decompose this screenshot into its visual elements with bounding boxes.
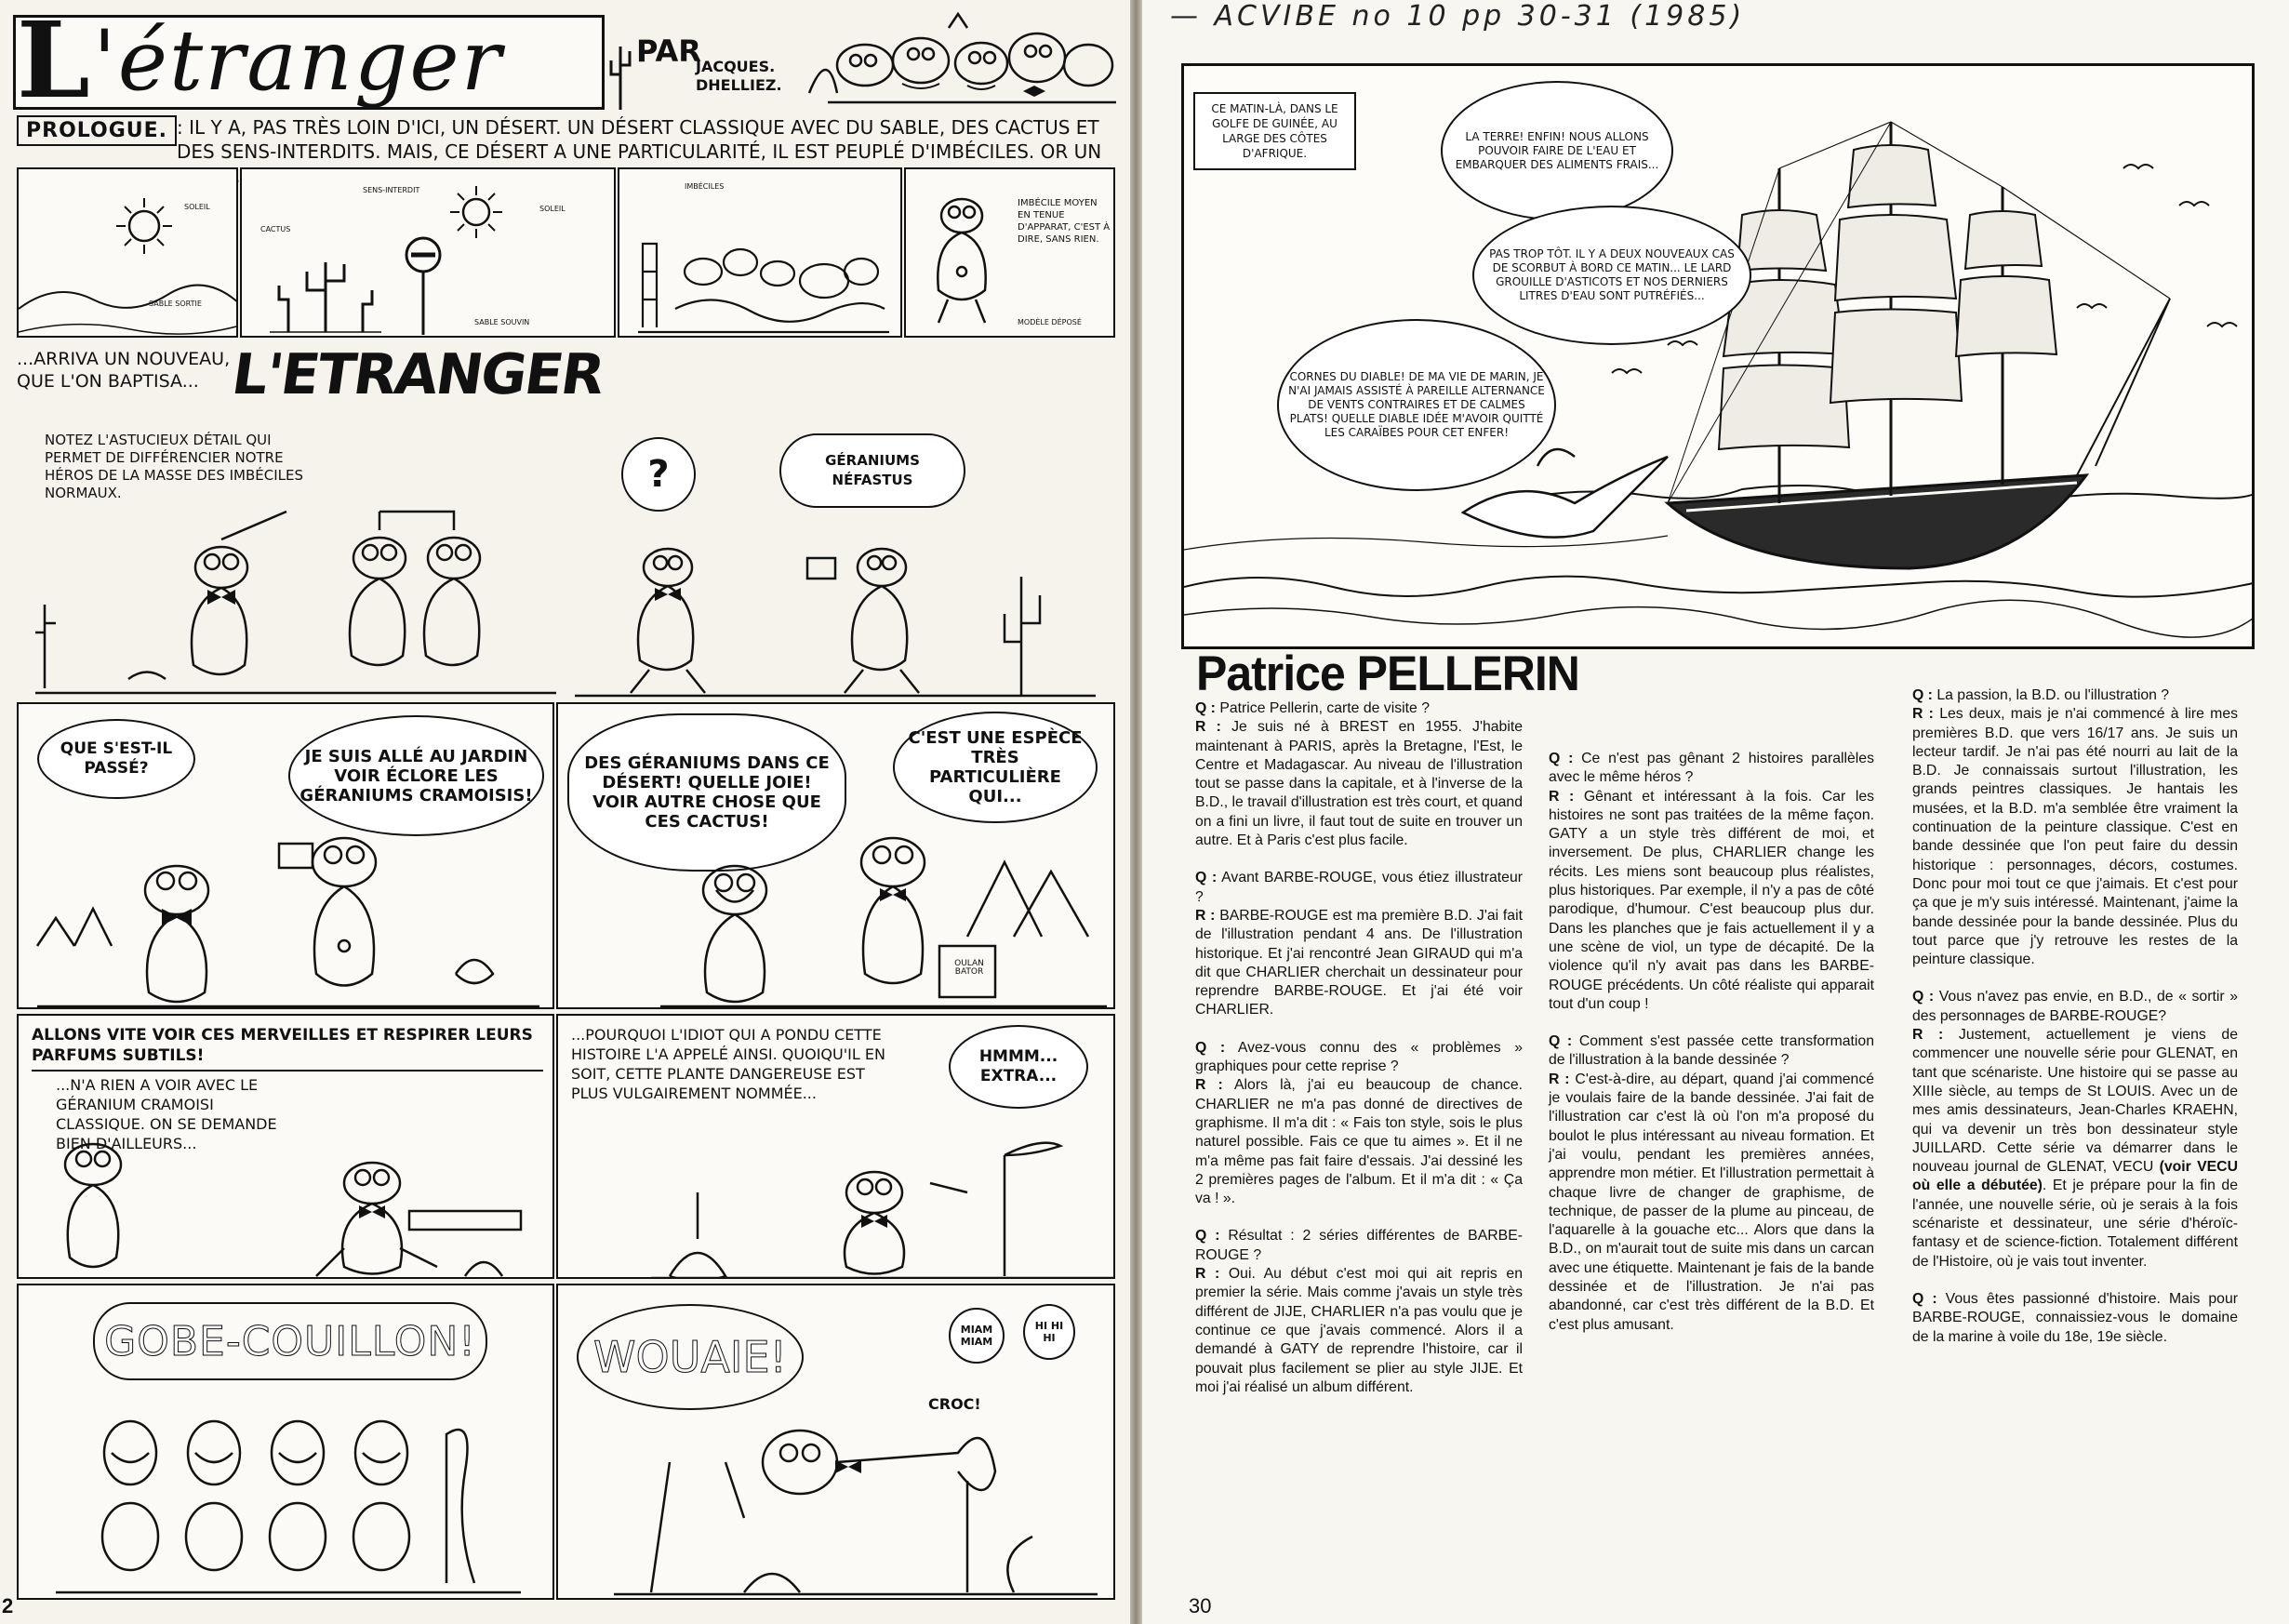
qa-6: Q : Comment s'est passée cette transformation de l'illustration à la bande dessinée ? R : C'est-à-dire, au départ, quand j'ai commencé je voulais faire de la bande dessinée. J'ai fait de l'illustration car c'est là où l'on m'a proposé du boulot le plus intéressant au niveau formation. Et j'ai voulu, pendant les premières années, apprendre mon métier. Et l'illustration permettait à chaque livre de changer de graphisme, de technique, de passer de la plume au pinceau, de l'aquarelle à la gouache etc... Alors que dans la B.D., on m'aurait tout de suite mis dans un carcan avec une étiquette. Maintenant je fais de la bande dessinée et de l'illustration. Je n'ai pas abandonné, car c'est très différent de la B.D. Et c'est plus amusant. xyxy=(1549,1033,1875,1333)
caption-pourquoi-idiot: ...POURQUOI L'IDIOT QUI A PONDU CETTE HISTOIRE L'A APPELÉ AINSI. QUOIQU'IL EN SOIT, CETTE PLANTE DANGEREUSE EST PLUS VULGAIREMENT NOMMÉE... xyxy=(571,1026,885,1102)
bubble-cornes-du-diable: CORNES DU DIABLE! DE MA VIE DE MARIN, JE N'AI JAMAIS ASSISTÉ À PAREILLE ALTERNANCE DE VENTS CONTRAIRES ET DE CALMES PLATS! QUELLE DIABLE IDÉE M'AVOIR QUITTÉ LES CARAÏBES POUR CET ENFER! xyxy=(1277,319,1556,491)
strip4-characters-right xyxy=(651,1137,1115,1279)
two-characters-drawing xyxy=(575,521,1096,698)
note-caption: NOTEZ L'ASTUCIEUX DÉTAIL QUI PERMET DE DIFFÉRENCIER NOTRE HÉROS DE LA MASSE DES IMBÉCILES NORMAUX. xyxy=(45,432,303,501)
bubble-special-species: C'EST UNE ESPÈCE TRÈS PARTICULIÈRE QUI... xyxy=(893,712,1098,823)
bubble-miam: MIAM MIAM xyxy=(949,1308,1005,1364)
byline-par: PAR xyxy=(636,33,701,69)
strip3-panel2 xyxy=(556,702,1115,1009)
cactus-drawing xyxy=(270,234,381,337)
strip3-panel1 xyxy=(17,702,554,1009)
illustration-caption: CE MATIN-LÀ, DANS LE GOLFE DE GUINÉE, AU LARGE DES CÔTES D'AFRIQUE. xyxy=(1193,92,1356,170)
bubble-scorbut: PAS TROP TÔT. IL Y A DEUX NOUVEAUX CAS DE SCORBUT À BORD CE MATIN... LE LARD GROUILLE D'ASTICOTS ET NOS DERNIERS LITRES D'EAU SONT PUTRÉFIÉS... xyxy=(1472,206,1751,345)
wouaie-shout: WOUAIE! xyxy=(577,1304,804,1410)
sun-drawing xyxy=(112,193,177,259)
no-entry-sign xyxy=(400,234,446,337)
label-soleil-1: SOLEIL xyxy=(184,203,210,211)
question-bubble: ? xyxy=(621,437,696,512)
right-page-interview xyxy=(1142,0,2289,1624)
title-initial: L xyxy=(17,0,90,122)
dunes-drawing xyxy=(19,272,238,337)
registered-model: MODÈLE DÉPOSÉ xyxy=(1018,318,1082,326)
bubble-geraniums-joy: DES GÉRANIUMS DANS CE DÉSERT! QUELLE JOIE! VOIR AUTRE CHOSE QUE CES CACTUS! xyxy=(567,713,846,872)
imbecile-character xyxy=(915,188,1008,327)
label-sable-1: SABLE SORTIE xyxy=(149,300,202,308)
crowd-drawing xyxy=(638,206,889,337)
strip5-laughing-crowd xyxy=(56,1397,521,1597)
bubble-garden: JE SUIS ALLÉ AU JARDIN VOIR ÉCLORE LES GÉRANIUMS CRAMOISIS! xyxy=(288,715,544,836)
strip1-panel1 xyxy=(17,167,238,338)
interview-column-2 xyxy=(1549,750,1874,1353)
strip4-panel2 xyxy=(556,1014,1115,1279)
strip2-panel xyxy=(17,419,1115,698)
strip1-panel4 xyxy=(904,167,1115,338)
strip3-characters-left xyxy=(37,806,539,1009)
arrival-caption: ...ARRIVA UN NOUVEAU, QUE L'ON BAPTISA... xyxy=(17,349,231,392)
label-imbeciles: IMBÉCILES xyxy=(685,182,725,191)
qa-4: Q : Résultat : 2 séries différentes de BARBE-ROUGE ? R : Oui. Au début c'est moi qui ait repris en premier la série. Mais comme j'avais un style très différent de JIJE, CHARLIER n'a pas voulu que je continue ce que j'avais commencé. Alors il a demandé à GATY de reprendre l'histoire, car il pouvait plus facilement se plier au style JIJE. Et moi j'ai réalisé un album différent. xyxy=(1195,1228,1524,1395)
stranger-title: L'ETRANGER xyxy=(228,342,607,407)
qa-5: Q : Ce n'est pas gênant 2 histoires parallèles avec le même héros ? R : Gênant et intéressant à la fois. Car les histoires ne sont pas traitées de la même façon. GATY a un style très différent de moi, et inversement. De plus, CHARLIER change les récits. Les miens sont beaucoup plus réalistes, plus historiques. Par exemple, il n'y a pas de côté parodique, d'humour. C'est beaucoup plus dur. Dans les planches que je fais actuellement il y a une scène de viol, un type de décapité. De la violence qu'il n'y avait pas dans les BARBE-ROUGE précédents. Un côté réaliste qui apparait tout d'un coup ! xyxy=(1549,751,1875,1012)
strip5-panel2 xyxy=(556,1284,1115,1600)
gobe-couillon-shout: GOBE-COUILLON! xyxy=(93,1302,487,1380)
handwritten-reference: — ACVIBE no 10 pp 30-31 (1985) xyxy=(1170,0,1746,33)
strip1-panel2 xyxy=(240,167,616,338)
qa-2: Q : Avant BARBE-ROUGE, vous étiez illustrateur ? R : BARBE-ROUGE est ma première B.D. J'ai fait de l'illustration pendant 4 ans. De l'illustration historique. Et j'ai rencontré Jean GIRAUD qui m'a dit que CHARLIER cherchait un dessinateur pour reprendre BARBE-ROUGE. Et j'ai été voir CHARLIER. xyxy=(1195,870,1523,1018)
header-characters-drawing xyxy=(809,9,1125,112)
qa-8: Q : Vous n'avez pas envie, en B.D., de « sortir » des personnages de BARBE-ROUGE? R : Justement, actuellement je viens de commencer une nouvelle série pour GLENAT, en tant que scénariste. Une histoire qui se passe au XIIIe siècle, au temps de St LOUIS. Avec un de mes amis dessinateurs, Jean-Charles KRAEHN, qui va devenir un très bon dessinateur style JUILLARD. Cette série va démarrer dans le nouveau journal de GLENAT, VECU (voir VECU où elle a débutée). Et je prépare pour la fin de l'année, une nouvelle série, où je serais à la fois scénariste et dessinateur, une série d'héroïc-fantasy et de science-fiction. Totalement différent de l'Histoire, où je vais tout inventer. xyxy=(1912,989,2239,1270)
qa-3: Q : Avez-vous connu des « problèmes » graphiques pour cette reprise ? R : Alors là, j'ai eu beaucoup de chance. CHARLIER ne m'a pas donné de directives de graphisme. Il m'a dit : « Fais ton style, sois le plus naturel possible. Fais ce que tu aimes ». Et il ne m'a même pas fait faire d'essais. J'ai dessiné les 2 premières pages de l'album. Et il m'a dit : « Ça va ! ». xyxy=(1195,1039,1523,1207)
bubble-what-happened: QUE S'EST-IL PASSÉ? xyxy=(37,719,195,799)
caption-allons-vite: ALLONS VITE VOIR CES MERVEILLES ET RESPIRER LEURS PARFUMS SUBTILS! xyxy=(32,1025,543,1072)
hero-and-imbeciles-drawing xyxy=(35,493,556,698)
prologue-label: PROLOGUE. xyxy=(17,115,177,146)
comic-title: 'étranger xyxy=(93,12,503,110)
geranium-sign-bubble: GÉRANIUMS NÉFASTUS xyxy=(779,433,965,508)
interview-column-1 xyxy=(1195,699,1523,1416)
qa-9: Q : Vous êtes passionné d'histoire. Mais pour BARBE-ROUGE, connaissiez-vous le domaine de la marine à voile du 18e, 19e siècle. xyxy=(1912,1290,2239,1345)
strip5-panel1 xyxy=(17,1284,554,1600)
qa-1: Q : Patrice Pellerin, carte de visite ? R : Je suis né à BREST en 1955. J'habite maintenant à PARIS, après la Bretagne, l'Est, le Centre et Madagascar. Au niveau de l'illustration tout se passe dans la capitale, et à l'inverse de la B.D., le travail d'illustration est très court, et quand on a fini un livre, il faut tout de suite en trouver un autre. Et à Paris c'est plus facile. xyxy=(1195,700,1524,849)
label-sens-interdit: SENS-INTERDIT xyxy=(363,186,420,194)
bubble-terre: LA TERRE! ENFIN! NOUS ALLONS POUVOIR FAIRE DE L'EAU ET EMBARQUER DES ALIMENTS FRAIS... xyxy=(1441,81,1673,220)
page-gutter xyxy=(1130,0,1142,1624)
qa-7: Q : La passion, la B.D. ou l'illustration ? R : Les deux, mais je n'ai commencé à lire mes premières B.D. que vers 16/17 ans. Je suis un lecteur tardif. Je n'ai pas été nourri au lait de la B.D. Je connaissais surtout l'illustration, les grands peintres classiques. Je hantais les musées, et la B.D. m'a semblée être vraiment la continuation de la peinture classique. C'est en bande dessinée que l'on peut faire du dessin historique : personnages, décors, costumes. Donc pour moi tout ce que j'aimais. Et c'est pour ça que je m'y suis intéressé. Maintenant, j'aime la bande dessinée pour la bande dessinée. Plus du tout parce que j'y retrouve les restes de la peinture classique. xyxy=(1912,687,2239,968)
prologue-text: : IL Y A, PAS TRÈS LOIN D'ICI, UN DÉSERT. UN DÉSERT CLASSIQUE AVEC DU SABLE, DES CACTUS ET DES SENS-INTERDITS. MAIS, CE DÉSERT A UNE PARTICULARITÉ, IL EST PEUPLÉ D'IMBÉCILES. OR UN xyxy=(177,116,1102,163)
bubble-hihi: HI HI HI xyxy=(1023,1304,1075,1360)
sun-drawing-2 xyxy=(446,182,506,242)
bubble-hmmm-extra: HMMM... EXTRA... xyxy=(949,1025,1088,1109)
interview-headline: Patrice PELLERIN xyxy=(1196,646,1579,701)
label-sable-2: SABLE SOUVIN xyxy=(474,318,530,326)
label-soleil-2: SOLEIL xyxy=(539,205,566,213)
strip4-panel1 xyxy=(17,1014,554,1279)
strip3-characters-right xyxy=(660,825,1107,1009)
imbecile-note: IMBÉCILE MOYEN EN TENUE D'APPARAT, C'EST À DIRE, SANS RIEN. xyxy=(1018,198,1111,245)
byline-author: JACQUES. DHELLIEZ. xyxy=(696,58,782,94)
strip5-plant-eating-drawing xyxy=(614,1406,1098,1597)
ship-illustration xyxy=(1181,63,2255,649)
caption-rien-a-voir: ...N'A RIEN A VOIR AVEC LE GÉRANIUM CRAMOISI CLASSIQUE. ON SE DEMANDE BIEN D'AILLEURS... xyxy=(56,1076,277,1152)
interview-column-3 xyxy=(1912,686,2238,1365)
milestone-label: OULAN BATOR xyxy=(954,959,984,977)
left-page-comic xyxy=(0,0,1130,1624)
sound-croc: CROC! xyxy=(928,1395,981,1413)
label-cactus: CACTUS xyxy=(260,225,291,233)
cactus-header xyxy=(606,28,634,112)
strip4-characters-left xyxy=(37,1109,549,1279)
left-folio: 2 xyxy=(2,1594,14,1617)
strip1-panel3 xyxy=(618,167,902,338)
right-folio: 30 xyxy=(1189,1594,1212,1617)
